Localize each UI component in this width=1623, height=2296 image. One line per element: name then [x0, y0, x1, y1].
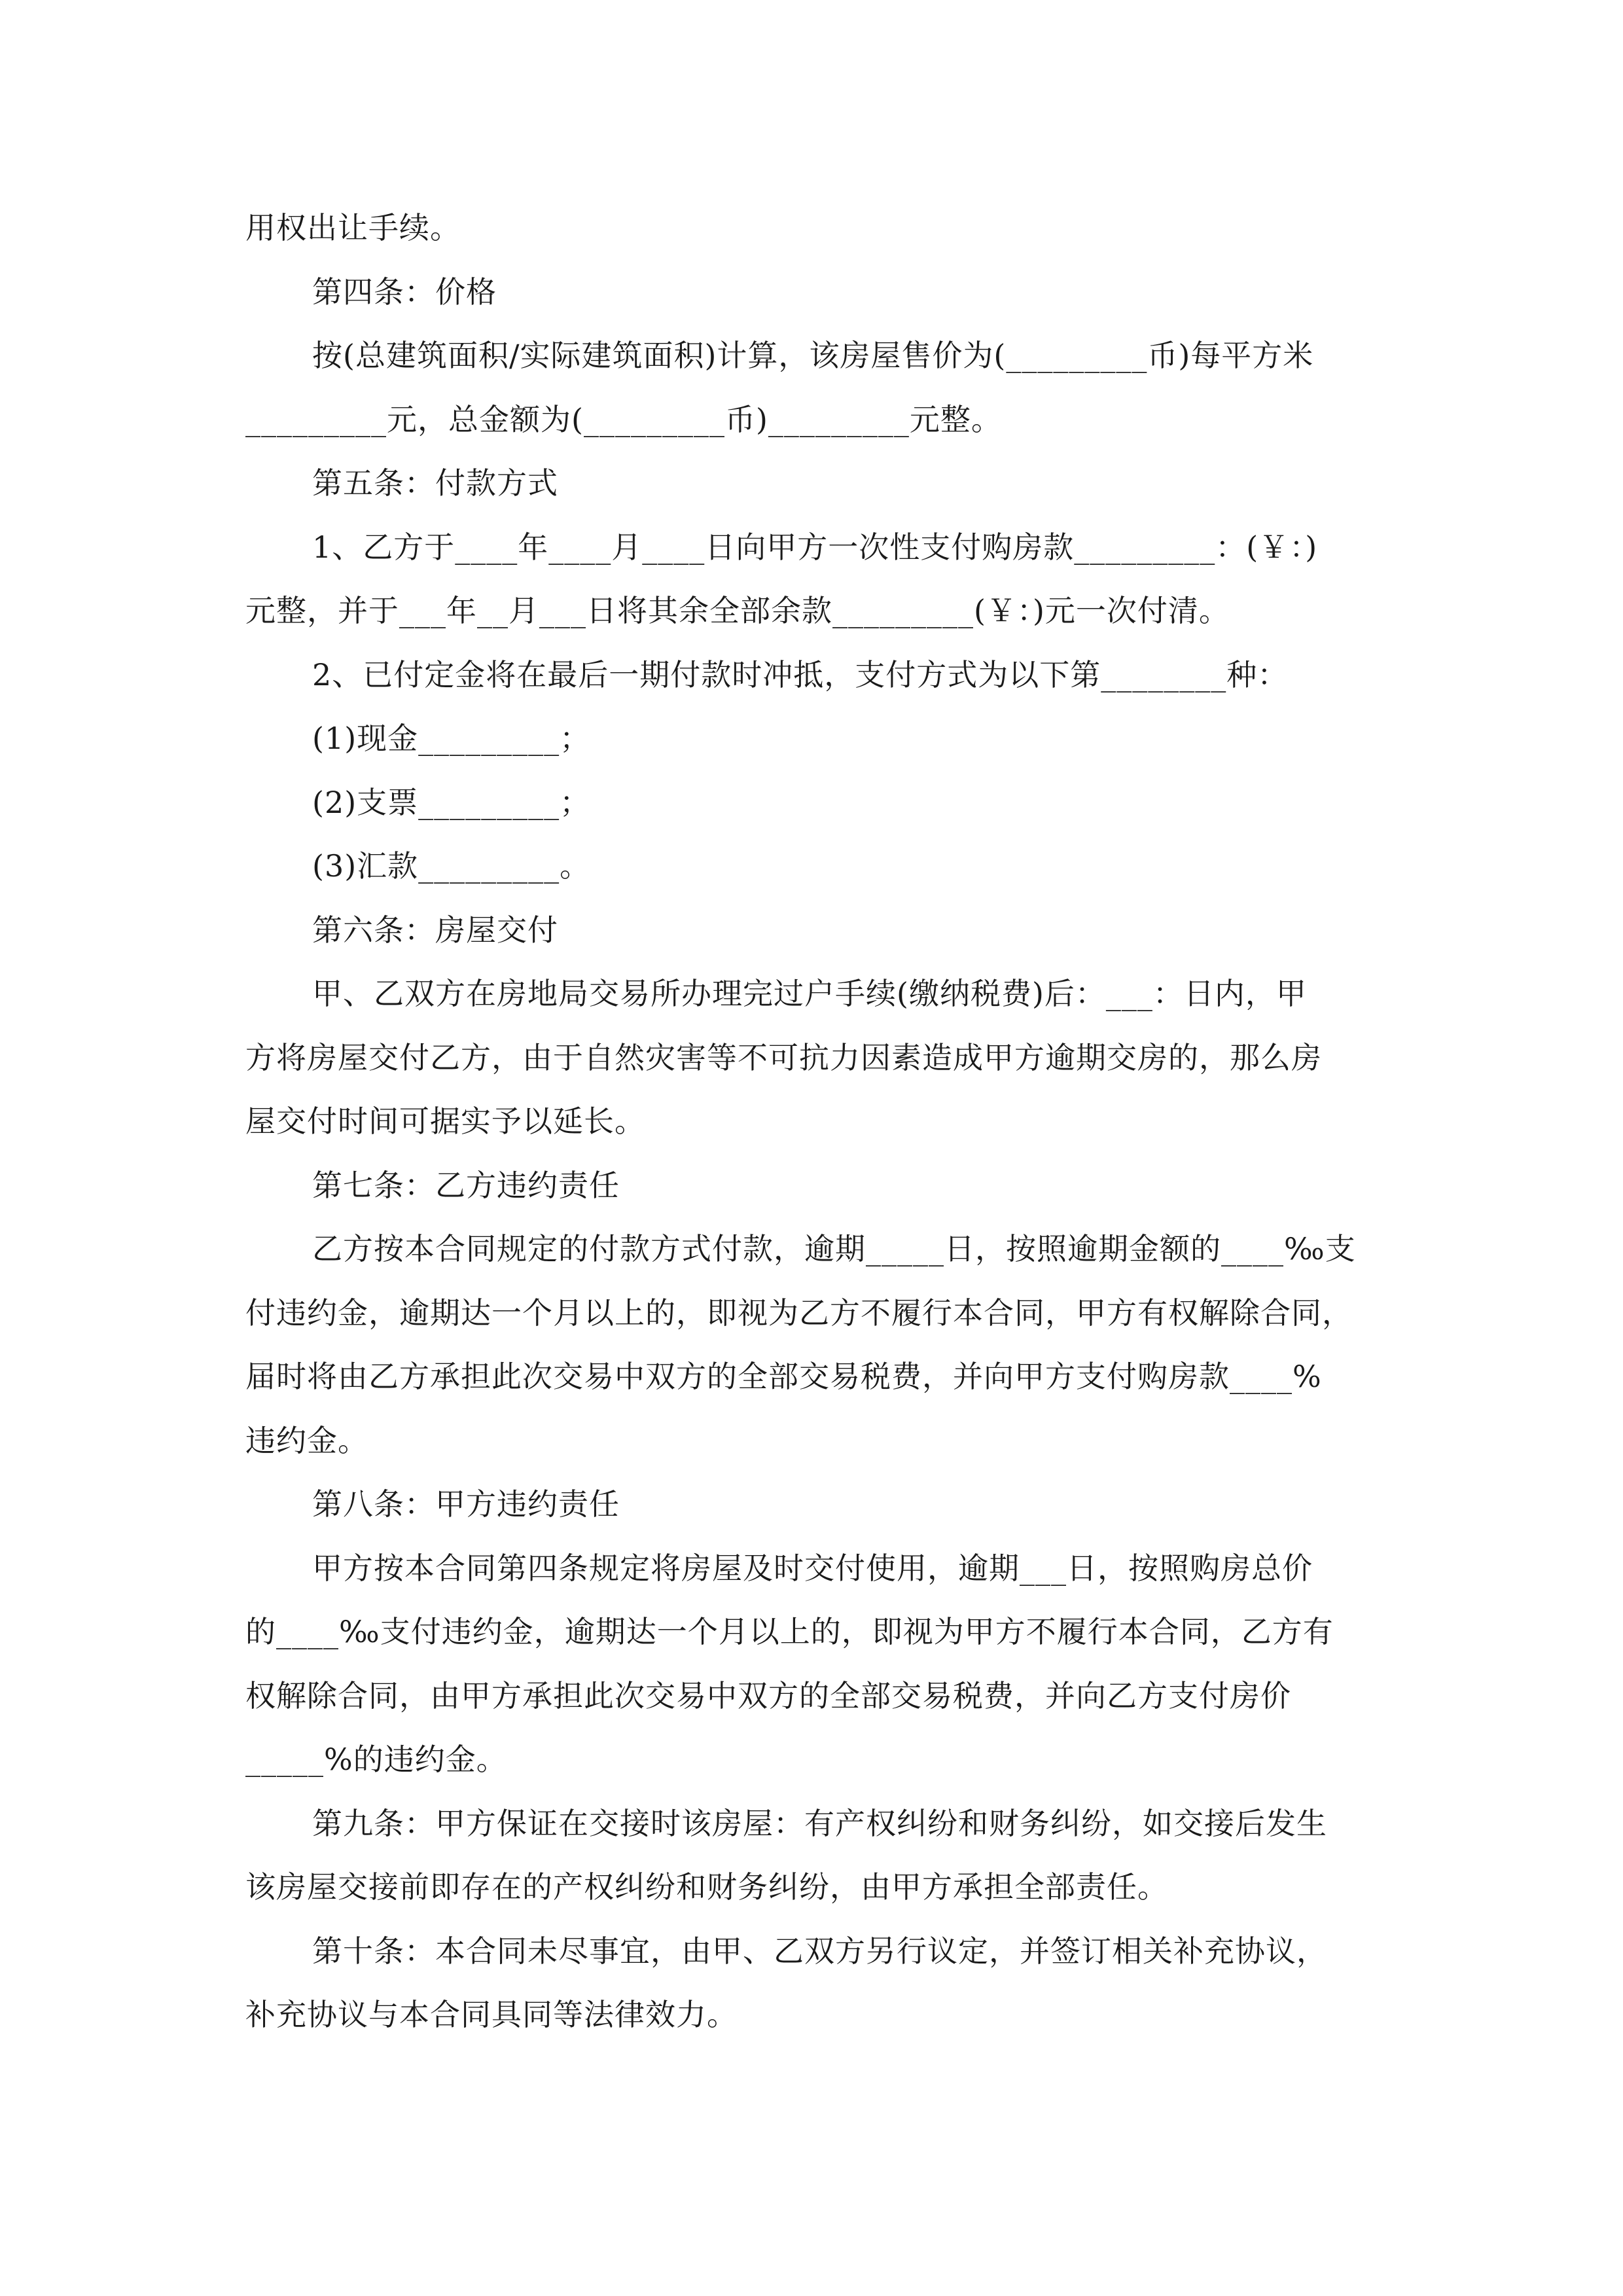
section-heading-article-5: 第五条：付款方式: [312, 465, 558, 501]
text-line: 甲、乙双方在房地局交易所办理完过户手续(缴纳税费)后：___：日内，甲: [312, 976, 1307, 1011]
text-line: 届时将由乙方承担此次交易中双方的全部交易税费，并向甲方支付购房款____%: [245, 1359, 1322, 1394]
text-line: 补充协议与本合同具同等法律效力。: [245, 1997, 738, 2032]
text-line: 权解除合同，由甲方承担此次交易中双方的全部交易税费，并向乙方支付房价: [245, 1677, 1291, 1713]
document-body: [245, 196, 1384, 2047]
section-heading-article-9: 第九条：甲方保证在交接时该房屋：有产权纠纷和财务纠纷，如交接后发生: [312, 1805, 1327, 1841]
section-heading-article-8: 第八条：甲方违约责任: [312, 1486, 620, 1522]
text-line: 付违约金，逾期达一个月以上的，即视为乙方不履行本合同，甲方有权解除合同，: [245, 1295, 1353, 1331]
text-line: 元整，并于___年__月___日将其余全部余款_________(￥：)元一次付清。: [245, 593, 1230, 628]
payment-option-cash: (1)现金_________；: [312, 721, 591, 756]
text-line: 1、乙方于____年____月____日向甲方一次性支付购房款_________：(￥：): [312, 529, 1318, 565]
text-line: 的____‰支付违约金，逾期达一个月以上的，即视为甲方不履行本合同，乙方有: [245, 1614, 1334, 1649]
section-heading-article-10: 第十条：本合同未尽事宜，由甲、乙双方另行议定，并签订相关补充协议，: [312, 1933, 1327, 1969]
text-line: 按(总建筑面积/实际建筑面积)计算，该房屋售价为(_________币)每平方米: [312, 338, 1314, 373]
section-heading-article-4: 第四条：价格: [312, 274, 497, 310]
text-line: 甲方按本合同第四条规定将房屋及时交付使用，逾期___日，按照购房总价: [312, 1550, 1313, 1586]
text-line: 该房屋交接前即存在的产权纠纷和财务纠纷，由甲方承担全部责任。: [245, 1869, 1168, 1905]
section-heading-article-6: 第六条：房屋交付: [312, 912, 558, 948]
text-line: _________元，总金额为(_________币)_________元整。: [245, 401, 1002, 437]
text-line: 用权出让手续。: [245, 210, 461, 245]
text-line: 屋交付时间可据实予以延长。: [245, 1103, 645, 1139]
text-line: 乙方按本合同规定的付款方式付款，逾期_____日，按照逾期金额的____‰支: [312, 1231, 1356, 1266]
text-line: 违约金。: [245, 1422, 368, 1458]
payment-option-check: (2)支票_________；: [312, 784, 591, 820]
text-line: 2、已付定金将在最后一期付款时冲抵，支付方式为以下第________种：: [312, 656, 1289, 692]
text-line: _____%的违约金。: [245, 1742, 507, 1777]
text-line: 方将房屋交付乙方，由于自然灾害等不可抗力因素造成甲方逾期交房的，那么房: [245, 1039, 1322, 1075]
payment-option-remittance: (3)汇款_________。: [312, 848, 591, 884]
section-heading-article-7: 第七条：乙方违约责任: [312, 1167, 620, 1203]
